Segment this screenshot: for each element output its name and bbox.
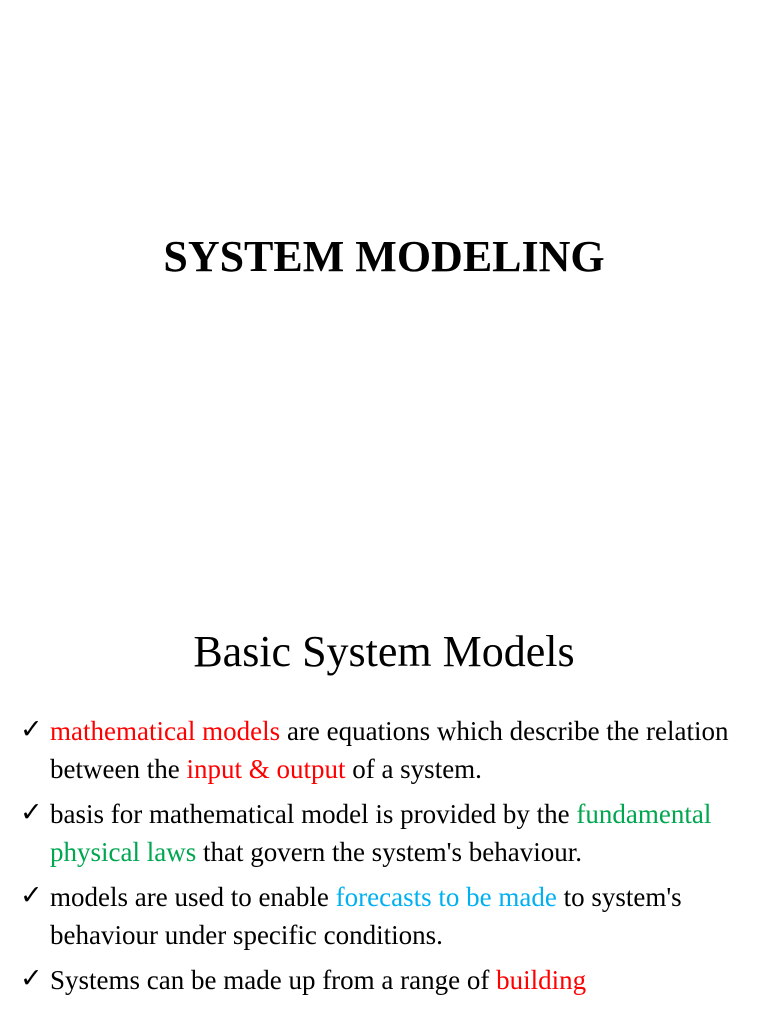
bullet-text: models are used to enable [50, 882, 336, 912]
bullet-item [20, 712, 760, 788]
emphasis-text: forecasts to be made [335, 882, 557, 912]
slide-basic-system-models [0, 580, 768, 1024]
bullet-text: basis for mathematical model is provided by the [50, 799, 577, 829]
check-icon: ✓ [20, 714, 43, 744]
check-icon: ✓ [20, 797, 43, 827]
page-title: SYSTEM MODELING [163, 232, 605, 281]
bullet-text: to system's behaviour under specific conditions. [50, 882, 682, 950]
bullet-item [20, 795, 760, 871]
emphasis-text: fundamental physical laws [50, 799, 712, 867]
bullet-text: are equations which describe the relation between the [50, 716, 729, 784]
check-icon: ✓ [20, 963, 43, 993]
emphasis-text: building [496, 965, 587, 995]
emphasis-text: mathematical models [50, 716, 281, 746]
bullet-item [20, 961, 760, 999]
slide-heading: Basic System Models [193, 627, 575, 676]
check-icon: ✓ [20, 880, 43, 910]
bullet-text: Systems can be made up from a range of [50, 965, 497, 995]
bullet-list [20, 712, 760, 1006]
bullet-text: that govern the system's behaviour. [196, 837, 583, 867]
bullet-item [20, 878, 760, 954]
emphasis-text: input & output [186, 754, 346, 784]
bullet-text: of a system. [345, 754, 482, 784]
